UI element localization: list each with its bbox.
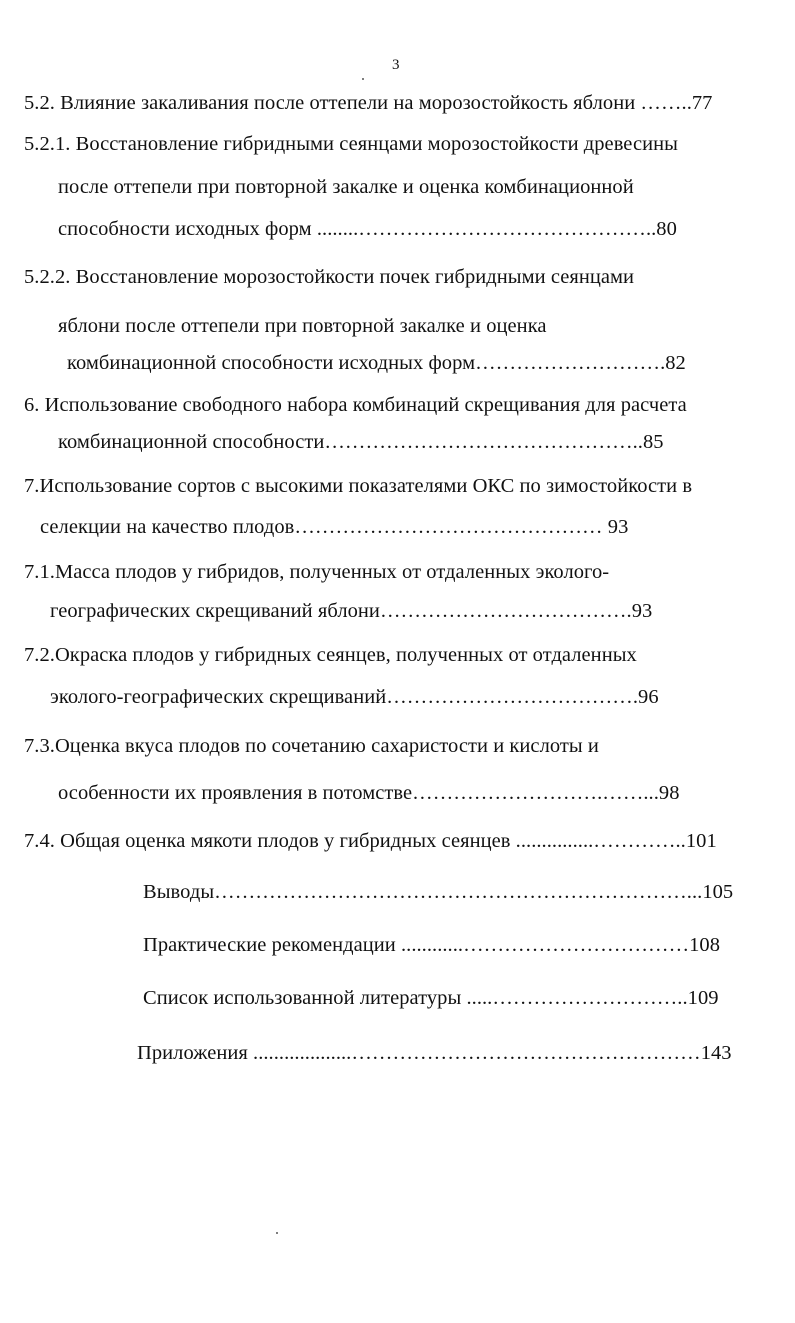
scan-speck (276, 1232, 278, 1234)
toc-entry-5-2: 5.2. Влияние закаливания после оттепели на морозостойкость яблони ……..77 (24, 92, 713, 114)
toc-entry-5-2-1: 5.2.1. Восстановление гибридными сеянцами морозостойкости древесины (24, 133, 678, 155)
toc-entry-7-2: 7.2.Окраска плодов у гибридных сеянцев, полученных от отдаленных (24, 644, 637, 666)
toc-entry-7-1: 7.1.Масса плодов у гибридов, полученных от отдаленных эколого- (24, 561, 610, 583)
toc-entry-5-2-1-end: способности исходных форм ........……………………………………..80 (58, 218, 677, 240)
toc-entry-7-end: селекции на качество плодов……………………………………… 93 (40, 516, 629, 538)
toc-entry-5-2-2-cont: яблони после оттепели при повторной закалке и оценка (58, 315, 547, 337)
toc-entry-6: 6. Использование свободного набора комбинаций скрещивания для расчета (24, 394, 687, 416)
toc-entry-appendices: Приложения ...................……………………………………………143 (137, 1042, 732, 1064)
scan-speck (362, 78, 364, 80)
toc-entry-references: Список использованной литературы .....………………………..109 (143, 987, 719, 1009)
toc-entry-7-1-end: географических скрещиваний яблони……………………………….93 (50, 600, 653, 622)
toc-entry-7: 7.Использование сортов с высокими показателями ОКС по зимостойкости в (24, 475, 693, 497)
toc-entry-5-2-2: 5.2.2. Восстановление морозостойкости почек гибридными сеянцами (24, 266, 635, 288)
toc-entry-7-3: 7.3.Оценка вкуса плодов по сочетанию сахаристости и кислоты и (24, 735, 599, 757)
toc-entry-6-end: комбинационной способности………………………………………..85 (58, 431, 664, 453)
page-number: 3 (392, 57, 400, 73)
toc-entry-7-4: 7.4. Общая оценка мякоти плодов у гибридных сеянцев ...............…………..101 (24, 830, 717, 852)
toc-entry-recommendations: Практические рекомендации ............……………………………108 (143, 934, 721, 956)
toc-entry-conclusions: Выводы……………………………………………………………...105 (143, 881, 734, 903)
toc-entry-5-2-2-end: комбинационной способности исходных форм……………………….82 (67, 352, 686, 374)
toc-entry-7-3-end: особенности их проявления в потомстве……………………….……...98 (58, 782, 680, 804)
toc-entry-7-2-end: эколого-географических скрещиваний……………………………….96 (50, 686, 659, 708)
toc-entry-5-2-1-cont: после оттепели при повторной закалке и оценка комбинационной (58, 176, 634, 198)
